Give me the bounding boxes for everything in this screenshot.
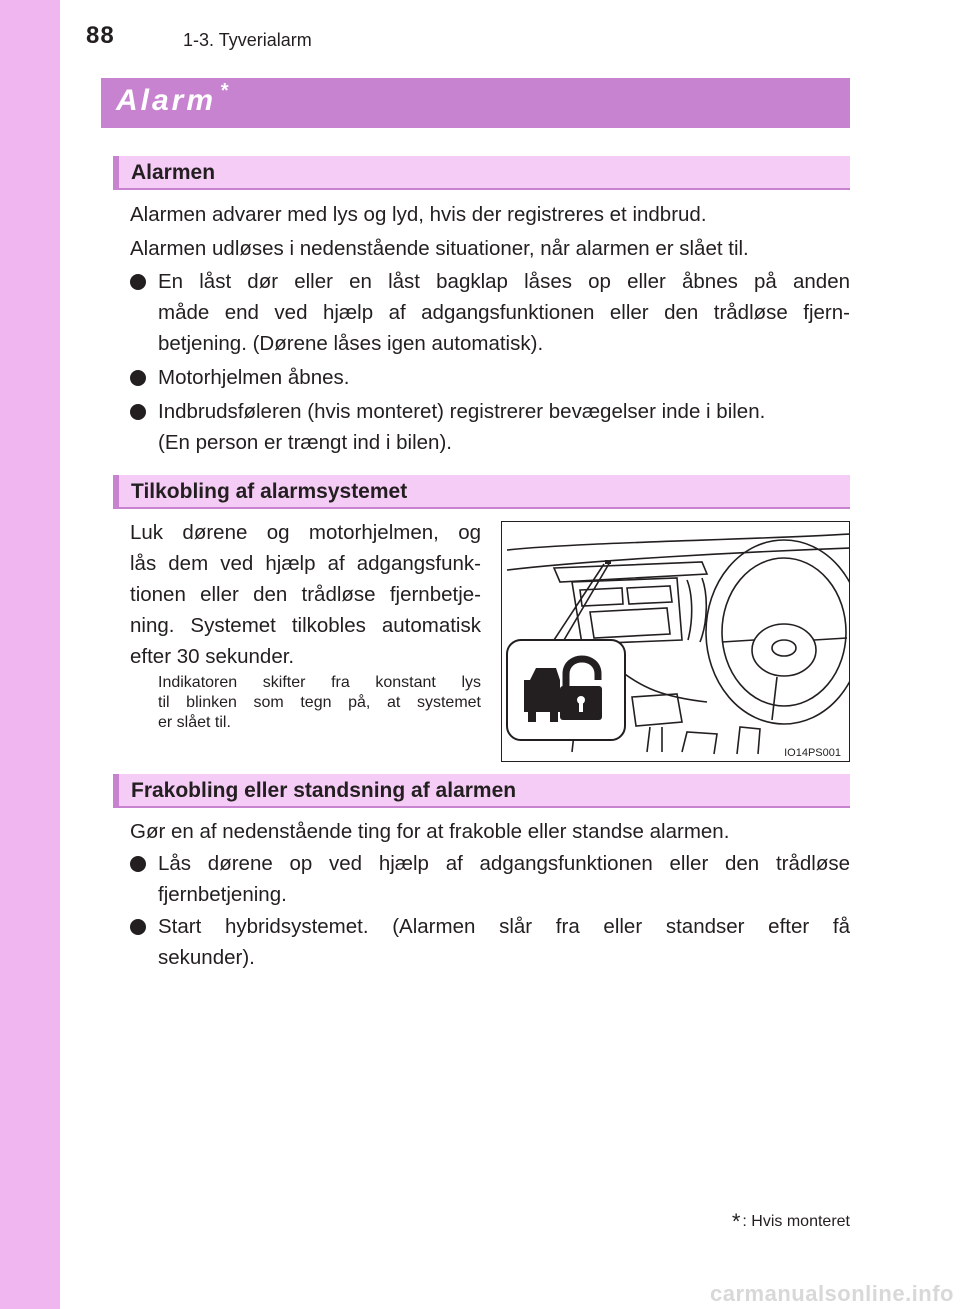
- tilkobling-line-1: Luk dørene og motorhjelmen, og: [130, 521, 481, 544]
- alarmen-bullet-2-text: Motorhjelmen åbnes.: [158, 366, 350, 389]
- frakobling-bullet-1-line-2: fjernbetjening.: [158, 883, 287, 906]
- section-header: 1-3. Tyverialarm: [183, 30, 312, 50]
- dashboard-illustration: [501, 521, 850, 762]
- alarmen-bullet-3-line-2: (En person er trængt ind i bilen).: [158, 431, 452, 454]
- alarmen-bullet-2: [130, 362, 850, 393]
- frakobling-intro: Gør en af nedenstående ting for at frakoble eller standse alarmen.: [130, 820, 730, 843]
- footnote-text: : Hvis monteret: [742, 1213, 850, 1231]
- bullet-dot: [130, 370, 146, 386]
- tilkobling-note-line-1: Indikatoren skifter fra konstant lys: [158, 674, 481, 691]
- tilkobling-line-5: efter 30 sekunder.: [130, 645, 295, 668]
- alarmen-intro-2: Alarmen udløses i nedenstående situationer, når alarmen er slået til.: [130, 237, 749, 260]
- subheading-frakobling-text: Frakobling eller standsning af alarmen: [131, 779, 517, 802]
- frakobling-bullet-1-line-1: Lås dørene op ved hjælp af adgangsfunktionen eller den trådløse: [158, 852, 850, 875]
- alarmen-intro-1: Alarmen advarer med lys og lyd, hvis der registreres et indbrud.: [130, 203, 707, 226]
- subheading-alarmen: [113, 156, 850, 190]
- footnote-asterisk: *: [731, 1209, 741, 1234]
- frakobling-bullet-2-line-2: sekunder).: [158, 946, 255, 969]
- alarmen-bullet-1: [130, 266, 850, 359]
- title-bar: [101, 78, 850, 128]
- tilkobling-line-3: tionen eller den trådløse fjernbetje-: [130, 583, 481, 606]
- bullet-dot: [130, 404, 146, 420]
- frakobling-bullet-2: [130, 911, 850, 973]
- footnote: [732, 1209, 850, 1235]
- tilkobling-line-2: lås dem ved hjælp af adgangsfunk-: [130, 552, 481, 575]
- side-color-strip: [0, 0, 60, 1309]
- alarmen-bullet-3-line-1: Indbrudsføleren (hvis monteret) registrerer bevægelser inde i bilen.: [158, 400, 766, 423]
- dashboard-drawing: [502, 522, 850, 762]
- tilkobling-text: [130, 517, 481, 672]
- frakobling-bullet-2-line-1: Start hybridsystemet. (Alarmen slår fra eller standser efter få: [158, 915, 850, 938]
- tilkobling-note: [158, 673, 481, 733]
- bullet-dot: [130, 856, 146, 872]
- subheading-tilkobling: [113, 475, 850, 509]
- alarmen-bullet-1-line-2: måde end ved hjælp af adgangsfunktionen eller den trådløse fjern-: [158, 301, 850, 324]
- page-title: [116, 80, 228, 118]
- subheading-alarmen-text: Alarmen: [131, 161, 216, 184]
- watermark: carmanualsonline.info: [710, 1281, 954, 1306]
- tilkobling-note-line-2: til blinken som tegn på, at systemet: [158, 694, 481, 711]
- tilkobling-note-line-3: er slået til.: [158, 714, 231, 731]
- alarmen-bullet-1-line-3: betjening. (Dørene låses igen automatisk).: [158, 332, 544, 355]
- tilkobling-line-4: ning. Systemet tilkobles automatisk: [130, 614, 481, 637]
- alarmen-bullet-3: [130, 396, 850, 458]
- title-asterisk: *: [220, 80, 228, 102]
- alarmen-bullet-1-line-1: En låst dør eller en låst bagklap låses op eller åbnes på anden: [158, 270, 850, 293]
- figure-code: IO14PS001: [784, 747, 841, 759]
- subheading-frakobling: [113, 774, 850, 808]
- page-title-text: Alarm: [116, 84, 217, 117]
- frakobling-bullet-1: [130, 848, 850, 910]
- page-number: 88: [86, 22, 115, 49]
- bullet-dot: [130, 919, 146, 935]
- subheading-tilkobling-text: Tilkobling af alarmsystemet: [131, 480, 408, 503]
- bullet-dot: [130, 274, 146, 290]
